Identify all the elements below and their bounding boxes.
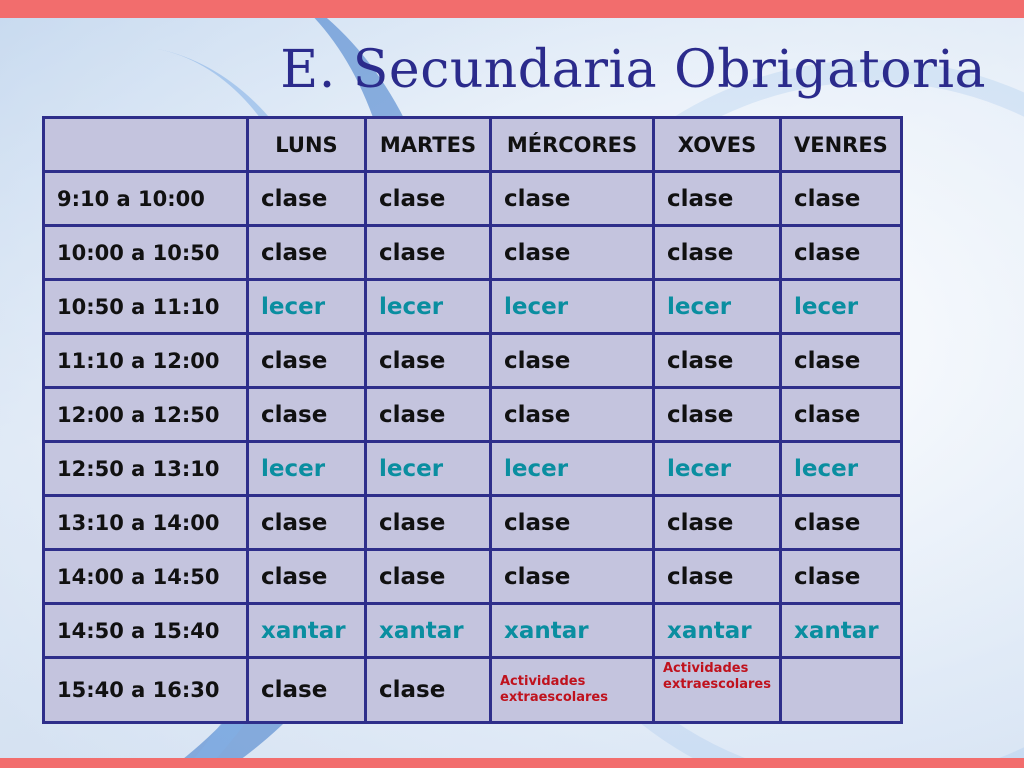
time-slot-cell: 12:00 a 12:50	[45, 389, 246, 440]
schedule-cell: clase	[782, 551, 900, 602]
schedule-cell: lecer	[782, 281, 900, 332]
schedule-cell: clase	[492, 497, 652, 548]
schedule-cell: xantar	[655, 605, 779, 656]
bottom-accent-bar	[0, 758, 1024, 768]
time-slot-cell: 13:10 a 14:00	[45, 497, 246, 548]
table-row	[45, 443, 900, 494]
schedule-cell: clase	[367, 227, 489, 278]
schedule-cell: clase	[655, 173, 779, 224]
schedule-cell: lecer	[367, 443, 489, 494]
schedule-cell: clase	[367, 335, 489, 386]
table-row	[45, 335, 900, 386]
schedule-cell: clase	[367, 497, 489, 548]
schedule-cell: clase	[249, 389, 364, 440]
schedule-cell: clase	[492, 335, 652, 386]
schedule-cell: xantar	[367, 605, 489, 656]
table-header-row	[45, 119, 900, 170]
table-row	[45, 497, 900, 548]
schedule-cell: clase	[492, 227, 652, 278]
time-slot-cell: 9:10 a 10:00	[45, 173, 246, 224]
schedule-cell: clase	[249, 173, 364, 224]
table-row	[45, 551, 900, 602]
schedule-cell: Actividades extraescolares	[492, 659, 652, 721]
header-cell: MARTES	[367, 119, 489, 170]
header-cell: LUNS	[249, 119, 364, 170]
time-slot-cell: 12:50 a 13:10	[45, 443, 246, 494]
schedule-cell: lecer	[367, 281, 489, 332]
schedule-cell: clase	[249, 335, 364, 386]
schedule-cell: lecer	[782, 443, 900, 494]
header-cell: XOVES	[655, 119, 779, 170]
schedule-cell: lecer	[249, 443, 364, 494]
header-cell	[45, 119, 246, 170]
schedule-cell: clase	[655, 497, 779, 548]
schedule-cell: clase	[249, 227, 364, 278]
schedule-cell: Actividades extraescolares	[655, 659, 779, 721]
time-slot-cell: 10:50 a 11:10	[45, 281, 246, 332]
slide-title: E. Secundaria Obrigatoria	[280, 40, 986, 100]
table-row	[45, 173, 900, 224]
schedule-cell: clase	[782, 497, 900, 548]
schedule-cell: clase	[782, 389, 900, 440]
table-row	[45, 605, 900, 656]
header-cell: VENRES	[782, 119, 900, 170]
table-row	[45, 659, 900, 721]
schedule-cell: lecer	[655, 281, 779, 332]
time-slot-cell: 11:10 a 12:00	[45, 335, 246, 386]
schedule-cell: clase	[655, 389, 779, 440]
top-accent-bar	[0, 0, 1024, 18]
header-cell: MÉRCORES	[492, 119, 652, 170]
schedule-cell: xantar	[782, 605, 900, 656]
schedule-cell: clase	[492, 173, 652, 224]
schedule-cell	[782, 659, 900, 721]
time-slot-cell: 14:00 a 14:50	[45, 551, 246, 602]
schedule-cell: lecer	[249, 281, 364, 332]
schedule-cell: clase	[782, 335, 900, 386]
table-row	[45, 281, 900, 332]
schedule-cell: clase	[249, 497, 364, 548]
schedule-cell: xantar	[492, 605, 652, 656]
schedule-cell: clase	[492, 551, 652, 602]
schedule-cell: xantar	[249, 605, 364, 656]
time-slot-cell: 15:40 a 16:30	[45, 659, 246, 721]
schedule-cell: clase	[249, 551, 364, 602]
schedule-cell: clase	[367, 389, 489, 440]
time-slot-cell: 14:50 a 15:40	[45, 605, 246, 656]
schedule-cell: clase	[492, 389, 652, 440]
schedule-cell: clase	[367, 173, 489, 224]
schedule-cell: clase	[367, 551, 489, 602]
table-row	[45, 227, 900, 278]
schedule-cell: clase	[655, 335, 779, 386]
time-slot-cell: 10:00 a 10:50	[45, 227, 246, 278]
schedule-cell: clase	[782, 227, 900, 278]
schedule-cell: clase	[249, 659, 364, 721]
schedule-cell: lecer	[655, 443, 779, 494]
schedule-cell: clase	[367, 659, 489, 721]
schedule-cell: clase	[655, 551, 779, 602]
table-row	[45, 389, 900, 440]
schedule-table	[42, 116, 903, 724]
schedule-cell: lecer	[492, 281, 652, 332]
schedule-cell: lecer	[492, 443, 652, 494]
schedule-cell: clase	[655, 227, 779, 278]
schedule-cell: clase	[782, 173, 900, 224]
